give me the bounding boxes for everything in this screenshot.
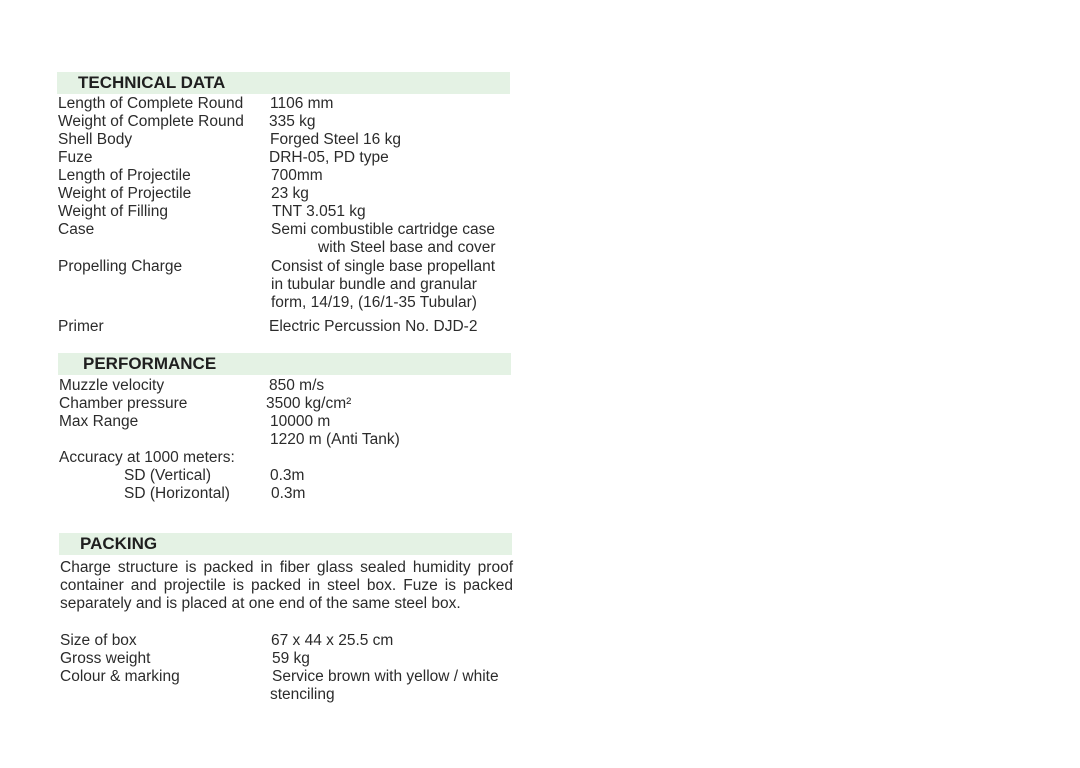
spec-label: Shell Body xyxy=(58,131,133,148)
spec-value: 700mm xyxy=(271,167,323,184)
spec-value: Consist of single base propellant xyxy=(271,258,496,275)
perf-label: Muzzle velocity xyxy=(59,377,165,394)
packing-heading-text: PACKING xyxy=(80,534,158,553)
perf-value: 0.3m xyxy=(271,485,306,502)
perf-value: 10000 m xyxy=(270,413,331,430)
spec-value: 23 kg xyxy=(271,185,309,202)
spec-label: Weight of Filling xyxy=(58,203,168,220)
spec-label: Fuze xyxy=(58,149,93,166)
perf-value-continued: 1220 m (Anti Tank) xyxy=(270,431,400,448)
perf-label: SD (Horizontal) xyxy=(124,485,230,502)
pack-value: 67 x 44 x 25.5 cm xyxy=(271,632,394,649)
pack-label: Colour & marking xyxy=(60,668,180,685)
spec-value: Forged Steel 16 kg xyxy=(270,131,401,148)
spec-value: Electric Percussion No. DJD-2 xyxy=(269,318,478,335)
technical-data-heading-text: TECHNICAL DATA xyxy=(78,73,226,92)
perf-label: Accuracy at 1000 meters: xyxy=(59,449,235,466)
spec-value: TNT 3.051 kg xyxy=(272,203,366,220)
performance-heading-text: PERFORMANCE xyxy=(83,354,217,373)
perf-label: SD (Vertical) xyxy=(124,467,211,484)
spec-label: Weight of Complete Round xyxy=(58,113,244,130)
packing-description: Charge structure is packed in fiber glass sealed humidity proof container and projectile is packed in steel box. Fuze is packed separately and is placed at one end of the same steel box. xyxy=(60,559,513,612)
performance-heading xyxy=(58,353,511,375)
pack-value: 59 kg xyxy=(272,650,310,667)
pack-label: Size of box xyxy=(60,632,137,649)
pack-value-continued: stenciling xyxy=(270,686,335,703)
spec-value: DRH-05, PD type xyxy=(269,149,389,166)
spec-label: Propelling Charge xyxy=(58,258,183,275)
spec-value: 335 kg xyxy=(269,113,316,130)
spec-label: Length of Complete Round xyxy=(58,95,244,112)
spec-label: Case xyxy=(58,221,95,238)
technical-data-heading xyxy=(57,72,510,94)
spec-value-continued: with Steel base and cover xyxy=(318,239,496,256)
spec-value: 1106 mm xyxy=(270,95,334,112)
perf-label: Max Range xyxy=(59,413,139,430)
spec-label: Weight of Projectile xyxy=(58,185,192,202)
spec-value: Semi combustible cartridge case xyxy=(271,221,495,238)
pack-label: Gross weight xyxy=(60,650,151,667)
spec-label: Primer xyxy=(58,318,104,335)
packing-heading xyxy=(59,533,512,555)
spec-value-continued: in tubular bundle and granular xyxy=(271,276,477,293)
spec-value-continued: form, 14/19, (16/1-35 Tubular) xyxy=(271,294,477,311)
perf-value: 3500 kg/cm² xyxy=(266,395,352,412)
spec-label: Length of Projectile xyxy=(58,167,191,184)
pack-value: Service brown with yellow / white xyxy=(272,668,499,685)
perf-value: 0.3m xyxy=(270,467,305,484)
perf-label: Chamber pressure xyxy=(59,395,188,412)
perf-value: 850 m/s xyxy=(269,377,325,394)
